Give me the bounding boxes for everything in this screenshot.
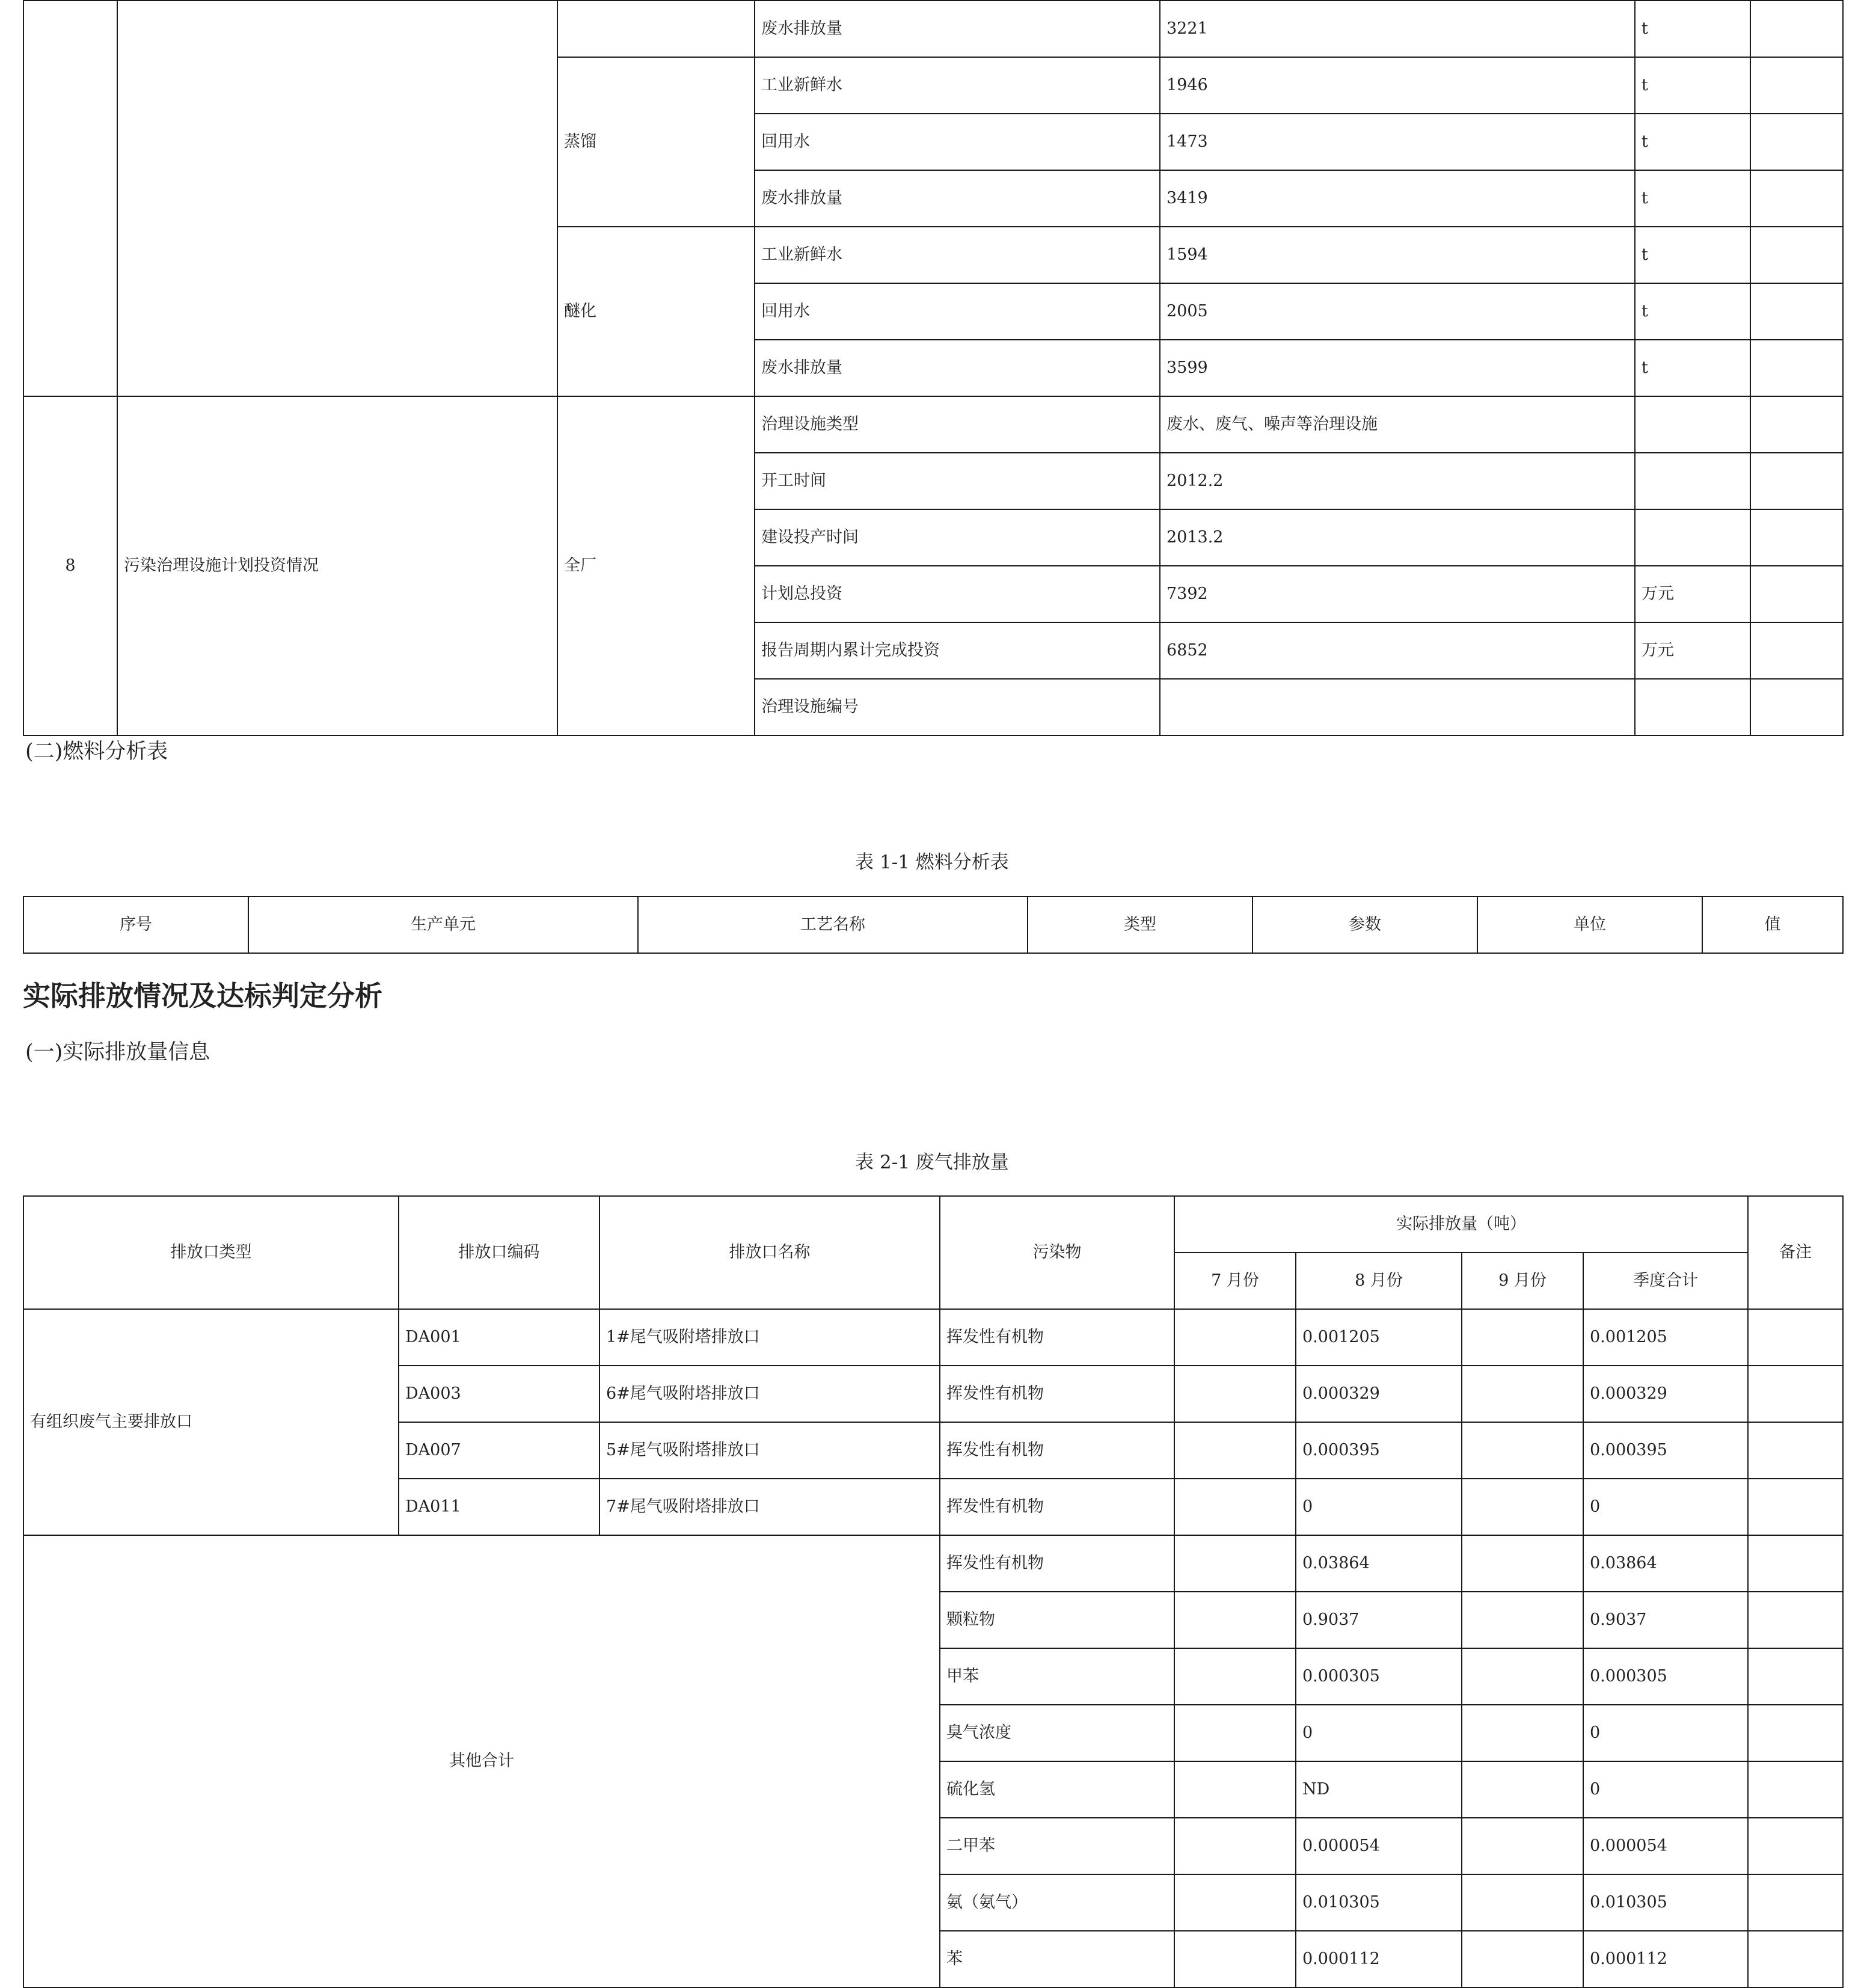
section-title-actual: (一)实际排放量信息 xyxy=(25,1040,210,1064)
cell-unit xyxy=(1635,509,1750,566)
cell-total: 0.000395 xyxy=(1583,1422,1748,1479)
table-header-row xyxy=(23,897,1843,953)
table-row xyxy=(23,1535,1843,1592)
cell-param: 开工时间 xyxy=(755,453,1160,509)
cell-m7 xyxy=(1174,1648,1296,1705)
cell-remark xyxy=(1750,170,1843,227)
cell-m8: 0.001205 xyxy=(1296,1309,1462,1366)
cell-m9 xyxy=(1462,1309,1583,1366)
cell-total: 0.001205 xyxy=(1583,1309,1748,1366)
cell-remark xyxy=(1748,1422,1843,1479)
cell-value: 2012.2 xyxy=(1160,453,1635,509)
cell-unit: t xyxy=(1635,340,1750,396)
cell-value: 废水、废气、噪声等治理设施 xyxy=(1160,396,1635,453)
cell-m9 xyxy=(1462,1535,1583,1592)
cell-param: 计划总投资 xyxy=(755,566,1160,622)
cell-remark xyxy=(1750,283,1843,340)
cell-pollutant: 颗粒物 xyxy=(940,1592,1174,1648)
column-header: 值 xyxy=(1702,897,1843,953)
cell-param: 废水排放量 xyxy=(755,170,1160,227)
cell-m7 xyxy=(1174,1366,1296,1422)
table-caption-gas: 表 2-1 废气排放量 xyxy=(855,1152,1009,1173)
column-header: 污染物 xyxy=(940,1196,1174,1309)
column-header: 7 月份 xyxy=(1174,1253,1296,1309)
column-header: 9 月份 xyxy=(1462,1253,1583,1309)
cell-remark xyxy=(1750,1,1843,57)
cell-m8: 0.010305 xyxy=(1296,1874,1462,1931)
table-row xyxy=(23,396,1843,453)
cell-remark xyxy=(1750,340,1843,396)
cell-remark xyxy=(1750,396,1843,453)
cell-name: 1#尾气吸附塔排放口 xyxy=(599,1309,940,1366)
cell-m9 xyxy=(1462,1592,1583,1648)
cell-remark xyxy=(1748,1931,1843,1987)
cell-unit: t xyxy=(1635,170,1750,227)
cell-item: 污染治理设施计划投资情况 xyxy=(117,396,557,735)
cell-m8: 0.000329 xyxy=(1296,1366,1462,1422)
cell-m9 xyxy=(1462,1366,1583,1422)
cell-value: 1594 xyxy=(1160,227,1635,283)
cell-remark xyxy=(1748,1592,1843,1648)
cell-param: 报告周期内累计完成投资 xyxy=(755,622,1160,679)
cell-m9 xyxy=(1462,1931,1583,1987)
cell-name: 6#尾气吸附塔排放口 xyxy=(599,1366,940,1422)
cell-pollutant: 臭气浓度 xyxy=(940,1705,1174,1761)
cell-remark xyxy=(1748,1761,1843,1818)
cell-m7 xyxy=(1174,1818,1296,1874)
cell-param: 治理设施编号 xyxy=(755,679,1160,735)
table-header-row xyxy=(23,1196,1843,1253)
cell-m9 xyxy=(1462,1705,1583,1761)
cell-pollutant: 挥发性有机物 xyxy=(940,1535,1174,1592)
cell-pollutant: 硫化氢 xyxy=(940,1761,1174,1818)
cell-unit: t xyxy=(1635,1,1750,57)
cell-remark xyxy=(1750,227,1843,283)
table-caption-fuel: 表 1-1 燃料分析表 xyxy=(855,851,1009,873)
fuel-analysis-table xyxy=(23,896,1844,954)
cell-code: DA007 xyxy=(399,1422,599,1479)
cell-total: 0.000329 xyxy=(1583,1366,1748,1422)
cell-remark xyxy=(1748,1818,1843,1874)
cell-m9 xyxy=(1462,1422,1583,1479)
cell-m7 xyxy=(1174,1309,1296,1366)
cell-process: 醚化 xyxy=(557,227,755,396)
column-header: 季度合计 xyxy=(1583,1253,1748,1309)
cell-unit: t xyxy=(1635,227,1750,283)
cell-pollutant: 挥发性有机物 xyxy=(940,1366,1174,1422)
cell-scope: 全厂 xyxy=(557,396,755,735)
column-header: 实际排放量（吨） xyxy=(1174,1196,1748,1253)
cell-unit xyxy=(1635,679,1750,735)
cell-value: 3599 xyxy=(1160,340,1635,396)
cell-no-cont xyxy=(23,1,117,396)
cell-m9 xyxy=(1462,1818,1583,1874)
cell-m8: 0.000305 xyxy=(1296,1648,1462,1705)
cell-name: 7#尾气吸附塔排放口 xyxy=(599,1479,940,1535)
cell-item-cont xyxy=(117,1,557,396)
cell-remark xyxy=(1748,1366,1843,1422)
cell-remark xyxy=(1748,1705,1843,1761)
cell-param: 治理设施类型 xyxy=(755,396,1160,453)
column-header: 8 月份 xyxy=(1296,1253,1462,1309)
cell-remark xyxy=(1750,509,1843,566)
column-header: 排放口编码 xyxy=(399,1196,599,1309)
cell-value: 1946 xyxy=(1160,57,1635,114)
cell-param: 废水排放量 xyxy=(755,340,1160,396)
cell-unit xyxy=(1635,396,1750,453)
cell-total: 0 xyxy=(1583,1479,1748,1535)
cell-value: 1473 xyxy=(1160,114,1635,170)
cell-value: 3221 xyxy=(1160,1,1635,57)
column-header: 备注 xyxy=(1748,1196,1843,1309)
cell-total: 0.000112 xyxy=(1583,1931,1748,1987)
cell-m8: 0.000112 xyxy=(1296,1931,1462,1987)
cell-unit: t xyxy=(1635,57,1750,114)
column-header: 单位 xyxy=(1477,897,1702,953)
cell-name: 5#尾气吸附塔排放口 xyxy=(599,1422,940,1479)
cell-value: 3419 xyxy=(1160,170,1635,227)
cell-m7 xyxy=(1174,1422,1296,1479)
cell-code: DA003 xyxy=(399,1366,599,1422)
cell-m9 xyxy=(1462,1479,1583,1535)
cell-m8: 0 xyxy=(1296,1705,1462,1761)
column-header: 排放口类型 xyxy=(23,1196,399,1309)
cell-total: 0.000305 xyxy=(1583,1648,1748,1705)
cell-m7 xyxy=(1174,1874,1296,1931)
cell-pollutant: 氨（氨气） xyxy=(940,1874,1174,1931)
table-row xyxy=(23,1309,1843,1366)
cell-unit: 万元 xyxy=(1635,622,1750,679)
cell-m8: 0.9037 xyxy=(1296,1592,1462,1648)
cell-m9 xyxy=(1462,1648,1583,1705)
cell-process: 蒸馏 xyxy=(557,57,755,227)
cell-value: 2005 xyxy=(1160,283,1635,340)
cell-m7 xyxy=(1174,1479,1296,1535)
cell-unit: t xyxy=(1635,283,1750,340)
cell-param: 建设投产时间 xyxy=(755,509,1160,566)
cell-m7 xyxy=(1174,1931,1296,1987)
cell-pollutant: 甲苯 xyxy=(940,1648,1174,1705)
cell-unit: t xyxy=(1635,114,1750,170)
cell-remark xyxy=(1750,622,1843,679)
cell-m7 xyxy=(1174,1761,1296,1818)
cell-remark xyxy=(1748,1309,1843,1366)
column-header: 工艺名称 xyxy=(638,897,1028,953)
table-row xyxy=(23,1,1843,57)
cell-m8: 0 xyxy=(1296,1479,1462,1535)
cell-value: 2013.2 xyxy=(1160,509,1635,566)
cell-other-total-label: 其他合计 xyxy=(23,1535,940,1987)
cell-no: 8 xyxy=(23,396,117,735)
cell-value: 6852 xyxy=(1160,622,1635,679)
cell-pollutant: 二甲苯 xyxy=(940,1818,1174,1874)
cell-param: 回用水 xyxy=(755,114,1160,170)
cell-remark xyxy=(1748,1535,1843,1592)
cell-total: 0.000054 xyxy=(1583,1818,1748,1874)
cell-remark xyxy=(1750,114,1843,170)
cell-value: 7392 xyxy=(1160,566,1635,622)
waste-gas-emission-table xyxy=(23,1195,1844,1988)
cell-m7 xyxy=(1174,1705,1296,1761)
cell-param: 工业新鲜水 xyxy=(755,227,1160,283)
cell-param: 工业新鲜水 xyxy=(755,57,1160,114)
cell-param: 废水排放量 xyxy=(755,1,1160,57)
column-header: 序号 xyxy=(23,897,248,953)
cell-code: DA001 xyxy=(399,1309,599,1366)
cell-total: 0.9037 xyxy=(1583,1592,1748,1648)
cell-m7 xyxy=(1174,1535,1296,1592)
cell-unit xyxy=(1635,453,1750,509)
cell-pollutant: 苯 xyxy=(940,1931,1174,1987)
cell-m9 xyxy=(1462,1874,1583,1931)
section-title-fuel: (二)燃料分析表 xyxy=(25,740,168,764)
pollution-info-table xyxy=(23,0,1844,736)
cell-remark xyxy=(1748,1479,1843,1535)
cell-code: DA011 xyxy=(399,1479,599,1535)
cell-process-cont xyxy=(557,1,755,57)
cell-m7 xyxy=(1174,1592,1296,1648)
cell-remark xyxy=(1750,679,1843,735)
cell-pollutant: 挥发性有机物 xyxy=(940,1309,1174,1366)
cell-remark xyxy=(1750,566,1843,622)
column-header: 类型 xyxy=(1028,897,1252,953)
cell-value xyxy=(1160,679,1635,735)
cell-remark xyxy=(1750,57,1843,114)
cell-param: 回用水 xyxy=(755,283,1160,340)
column-header: 生产单元 xyxy=(248,897,638,953)
cell-m8: 0.000395 xyxy=(1296,1422,1462,1479)
cell-pollutant: 挥发性有机物 xyxy=(940,1479,1174,1535)
column-header: 参数 xyxy=(1252,897,1477,953)
cell-m9 xyxy=(1462,1761,1583,1818)
cell-pollutant: 挥发性有机物 xyxy=(940,1422,1174,1479)
cell-unit: 万元 xyxy=(1635,566,1750,622)
cell-m8: ND xyxy=(1296,1761,1462,1818)
cell-remark xyxy=(1748,1648,1843,1705)
cell-total: 0 xyxy=(1583,1761,1748,1818)
cell-m8: 0.000054 xyxy=(1296,1818,1462,1874)
cell-total: 0 xyxy=(1583,1705,1748,1761)
cell-outlet-type: 有组织废气主要排放口 xyxy=(23,1309,399,1535)
cell-total: 0.03864 xyxy=(1583,1535,1748,1592)
column-header: 排放口名称 xyxy=(599,1196,940,1309)
cell-remark xyxy=(1750,453,1843,509)
cell-total: 0.010305 xyxy=(1583,1874,1748,1931)
cell-m8: 0.03864 xyxy=(1296,1535,1462,1592)
cell-remark xyxy=(1748,1874,1843,1931)
section-heading: 实际排放情况及达标判定分析 xyxy=(23,980,382,1012)
